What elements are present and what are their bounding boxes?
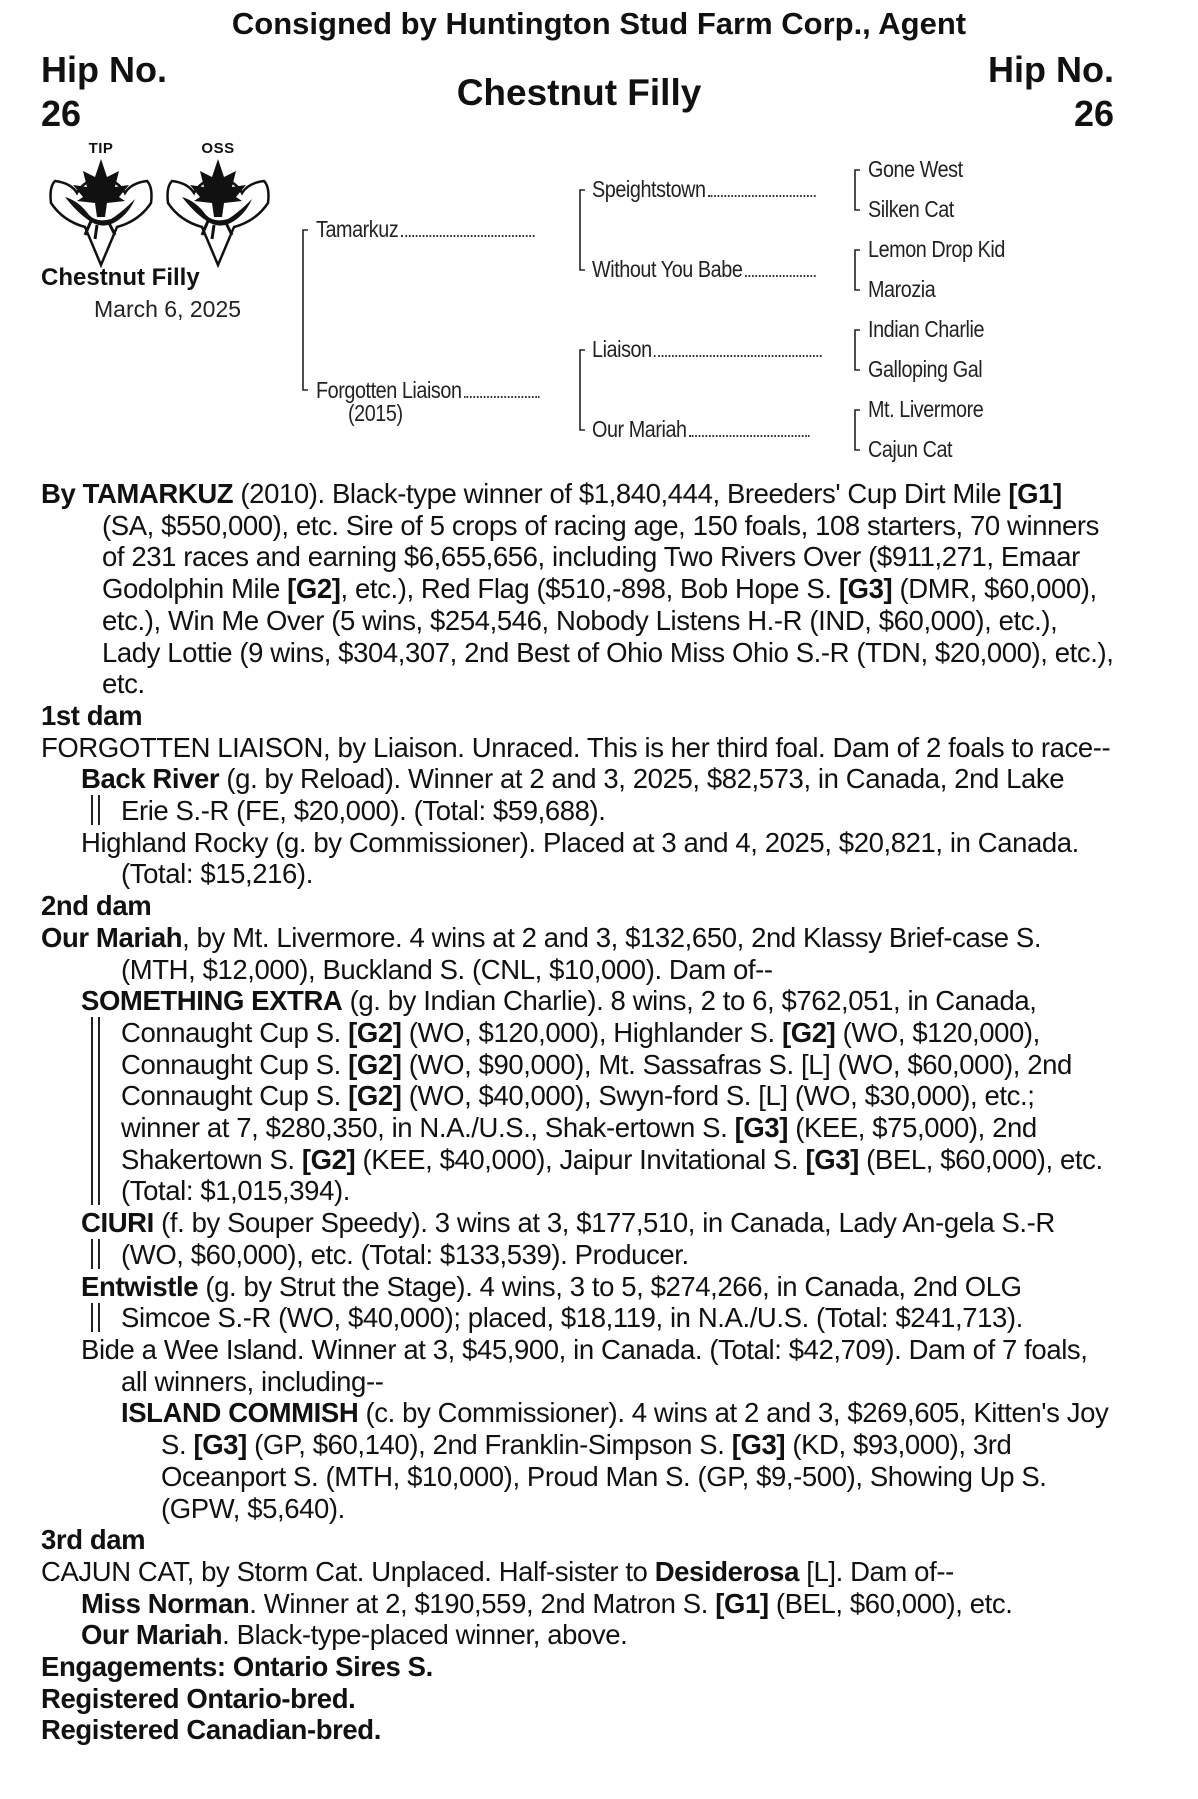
first-dam-heading: 1st dam — [41, 699, 143, 731]
pedigree-dam-sire: Liaison — [592, 336, 822, 363]
pedigree-sire-sire: Speightstown — [592, 176, 816, 203]
hip-number: 26 — [41, 93, 82, 134]
pedigree-g3-3: Lemon Drop Kid — [868, 236, 1005, 262]
ciuri-entry: CIURI (f. by Souper Speedy). 3 wins at 3, $177,510, in Canada, Lady An-gela S.-R (WO, $60,000), etc. (Total: $133,539). Producer. — [81, 1207, 1055, 1270]
pedigree-dam-year: (2015) — [348, 400, 403, 426]
pedigree-brackets — [0, 0, 1198, 470]
oss-label: OSS — [201, 140, 235, 157]
first-dam-intro: FORGOTTEN LIAISON, by Liaison. Unraced. This is her third foal. Dam of 2 foals to race-- — [41, 731, 1111, 763]
hip-label: Hip No. — [41, 49, 167, 90]
pedigree-g3-7: Mt. Livermore — [868, 396, 984, 422]
pedigree-g3-4: Marozia — [868, 276, 936, 302]
tip-label: TIP — [88, 140, 114, 157]
bide-a-wee-island-entry: Bide a Wee Island. Winner at 3, $45,900, in Canada. (Total: $42,709). Dam of 7 foals, all winners, including-- — [81, 1333, 1088, 1397]
second-dam-intro: Our Mariah, by Mt. Livermore. 4 wins at 2 and 3, $132,650, 2nd Klassy Brief-case S. (MTH, $12,000), Buckland S. (CNL, $10,000). Dam of-- — [41, 921, 1042, 985]
third-dam-heading: 3rd dam — [41, 1524, 146, 1556]
pedigree-g3-6: Galloping Gal — [868, 356, 983, 382]
pedigree-sire: Tamarkuz — [316, 216, 534, 243]
registration-canadian: Registered Canadian-bred. — [41, 1714, 381, 1746]
registration-ontario: Registered Ontario-bred. — [41, 1682, 356, 1714]
pedigree-g3-2: Silken Cat — [868, 196, 954, 222]
pedigree-dam: Forgotten Liaison — [316, 377, 540, 404]
back-river-entry: Back River (g. by Reload). Winner at 2 and 3, 2025, $82,573, in Canada, 2nd Lake Erie S.-R (FE, $20,000). (Total: $59,688). — [81, 763, 1065, 827]
hip-label: Hip No. — [988, 49, 1114, 90]
foal-birthdate: March 6, 2025 — [94, 296, 242, 322]
consigner-line: Consigned by Huntington Stud Farm Corp., Agent — [231, 6, 967, 41]
miss-norman-entry: Miss Norman. Winner at 2, $190,559, 2nd Matron S. [G1] (BEL, $60,000), etc. — [81, 1587, 1013, 1619]
pedigree-g3-5: Indian Charlie — [868, 316, 985, 342]
second-dam-heading: 2nd dam — [41, 890, 152, 922]
pedigree-dam-dam: Our Mariah — [592, 416, 810, 443]
pedigree-g3-1: Gone West — [868, 156, 963, 182]
island-commish-entry: ISLAND COMMISH (c. by Commissioner). 4 wins at 2 and 3, $269,605, Kitten's Joy S. [G3] (GP, $60,140), 2nd Franklin-Simpson S. [G3] (KD, $93,000), 3rd Oceanport S. (MTH, $10,000), Proud Man S. (GP, $9,-500), Showing Up S. (GPW, $5,640). — [121, 1397, 1109, 1524]
entwistle-entry: Entwistle (g. by Strut the Stage). 4 wins, 3 to 5, $274,266, in Canada, 2nd OLG Simcoe S.-R (WO, $40,000); placed, $18,119, in N.A./U.S. (Total: $241,713). — [81, 1270, 1023, 1334]
sire-paragraph: By TAMARKUZ (2010). Black-type winner of $1,840,444, Breeders' Cup Dirt Mile [G1] (SA, $550,000), etc. Sire of 5 crops of racing age, 150 foals, 108 starters, 70 winners of 231 races and earning $6,655,656, including Two Rivers Over ($911,271, Emaar Godolphin Mile [G2], etc.), Red Flag ($510,-898, Bob Hope S. [G3] (DMR, $60,000), etc.), Win Me Over (5 wins, $254,546, Nobody Listens H.-R (IND, $60,000), etc.), Lady Lottie (9 wins, $304,307, 2nd Best of Ohio Miss Ohio S.-R (TDN, $20,000), etc.), etc. — [41, 478, 1114, 700]
catalog-body — [41, 478, 1114, 1746]
page-title: Chestnut Filly — [456, 72, 702, 113]
pedigree-g3-8: Cajun Cat — [868, 436, 953, 462]
highland-rocky-entry: Highland Rocky (g. by Commissioner). Placed at 3 and 4, 2025, $20,821, in Canada. (Total: $15,216). — [81, 826, 1079, 890]
third-dam-intro: CAJUN CAT, by Storm Cat. Unplaced. Half-sister to Desiderosa [L]. Dam of-- — [41, 1555, 954, 1587]
our-mariah-entry: Our Mariah. Black-type-placed winner, above. — [81, 1619, 628, 1651]
engagements: Engagements: Ontario Sires S. — [41, 1651, 433, 1683]
something-extra-entry: SOMETHING EXTRA (g. by Indian Charlie). 8 wins, 2 to 6, $762,051, in Canada, Connaught Cup S. [G2] (WO, $120,000), Highlander S. [G2] (WO, $120,000), Connaught Cup S. [G2] (WO, $90,000), Mt. Sassafras S. [L] (WO, $60,000), 2nd Connaught Cup S. [G2] (WO, $40,000), Swyn-ford S. [L] (WO, $30,000), etc.; winner at 7, $280,350, in N.A./U.S., Shak-ertown S. [G3] (KEE, $75,000), 2nd Shakertown S. [G2] (KEE, $40,000), Jaipur Invitational S. [G3] (BEL, $60,000), etc. (Total: $1,015,394). — [81, 985, 1103, 1207]
pedigree-sire-dam: Without You Babe — [592, 256, 815, 283]
hip-number: 26 — [1073, 93, 1114, 134]
foal-name: Chestnut Filly — [41, 264, 200, 291]
